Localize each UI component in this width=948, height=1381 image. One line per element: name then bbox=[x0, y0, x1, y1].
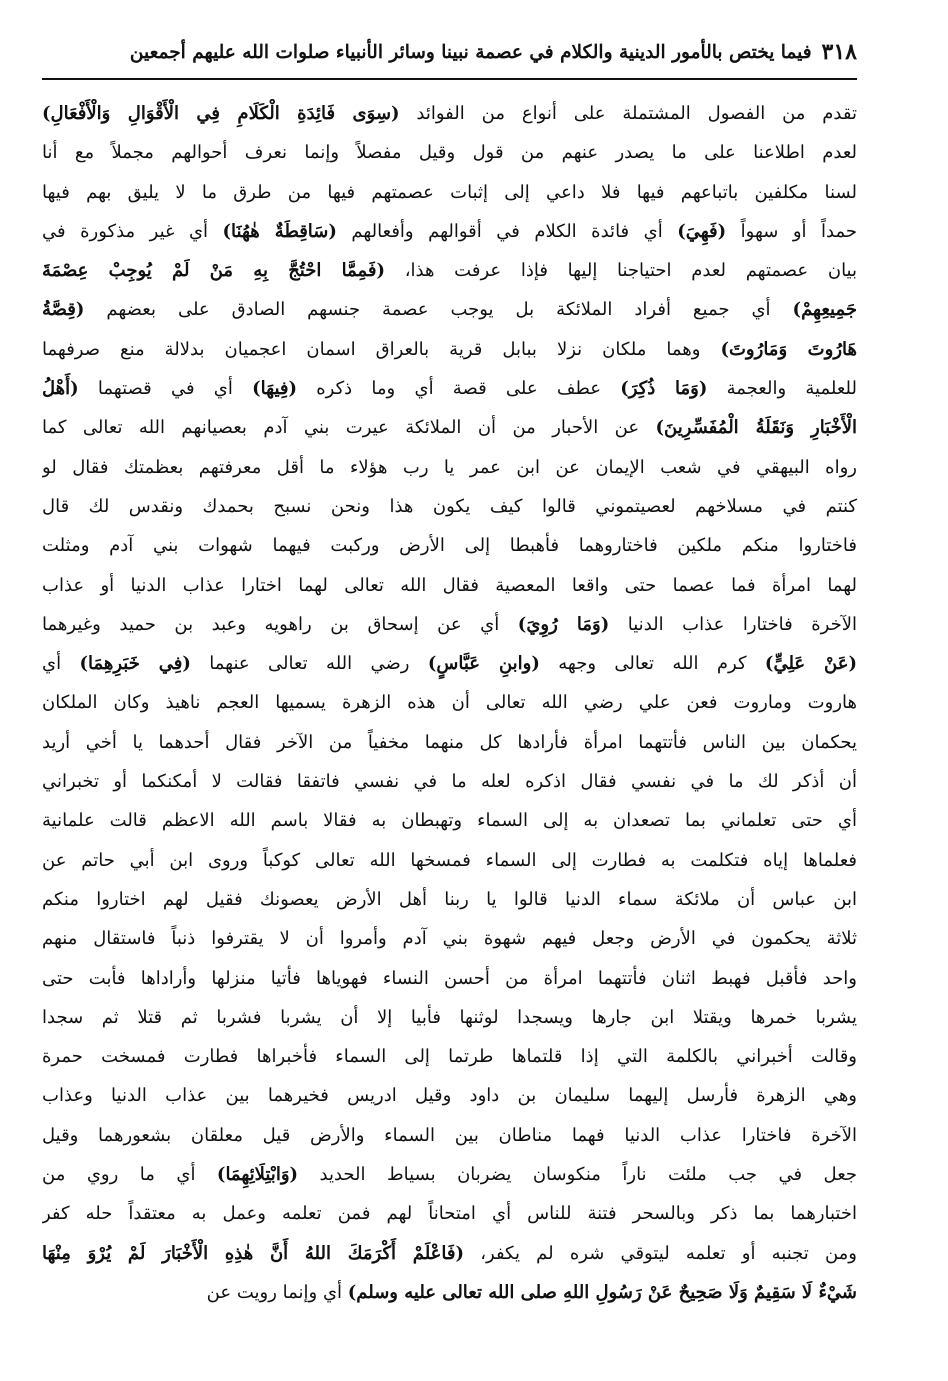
commentary-text: أي فائدة الكلام في أقوالهم وأفعالهم bbox=[336, 220, 678, 242]
commentary-text: عطف على قصة أي وما ذكره bbox=[297, 378, 621, 400]
commentary-text: الآخرة فاختارا عذاب الدنيا bbox=[609, 613, 857, 635]
text-line bbox=[42, 526, 857, 565]
commentary-text: أي في قصتهما bbox=[78, 378, 253, 400]
quoted-text: (فِي خَبَرِهِمَا) bbox=[79, 653, 191, 675]
text-line bbox=[42, 998, 857, 1037]
text-line bbox=[42, 841, 857, 880]
commentary-text: أي وإنما رويت عن bbox=[206, 1281, 348, 1303]
text-line bbox=[42, 1273, 857, 1312]
commentary-text: حمداً أو سهواً bbox=[726, 220, 857, 242]
commentary-text: وقالت أخبراني بالكلمة التي إذا قلتماها طرتما إلى السماء فأخبراها فطارت فمسخت حمرة bbox=[42, 1046, 857, 1068]
text-line bbox=[42, 762, 857, 801]
text-line bbox=[42, 408, 857, 447]
quoted-text: (سَاقِطَةٌ هٰهُنَا) bbox=[222, 220, 337, 242]
commentary-text: أن أذكر لك ما في نفسي فقال اذكره لعله ما في نفسي فاتفقا فقالت لا أمكنكما أو تخبراني bbox=[42, 771, 857, 793]
commentary-text: ابن عباس أن ملائكة سماء الدنيا قالوا يا ربنا أهل الأرض يعصونك فقيل لهم اختاروا منكم bbox=[42, 888, 857, 910]
running-title: فيما يختص بالأمور الدينية والكلام في عصمة نبينا وسائر الأنبياء صلوات الله عليهم أجمعين bbox=[129, 41, 812, 63]
text-line bbox=[42, 448, 857, 487]
commentary-text: أي غير مذكورة في bbox=[42, 220, 223, 242]
text-line bbox=[42, 644, 857, 683]
commentary-text: رواه البيهقي في شعب الإيمان عن ابن عمر يا رب هؤلاء ما أقل معرفتهم بعظمتك فقال لو bbox=[42, 456, 857, 478]
text-line bbox=[42, 251, 857, 290]
text-line bbox=[42, 919, 857, 958]
commentary-text: لهما امرأة فما عصما حتى واقعا المعصية فقال الله تعالى لهما اختارا عذاب الدنيا أو عذاب bbox=[42, 574, 857, 596]
commentary-text: اختبارهما بما ذكر وبالسحر فتنة للناس أي امتحاناً لهم فمن تعلمه وعمل به معتقداً حله كفر bbox=[42, 1203, 857, 1225]
text-line bbox=[42, 1155, 857, 1194]
commentary-text: كنتم في مسلاخهم لعصيتموني قالوا كيف يكون هذا ونحن نسبح بحمدك ونقدس لك قال bbox=[42, 495, 857, 517]
quoted-text: (فَاعْلَمْ أَكْرَمَكَ اللهُ أَنَّ هٰذِهِ الْأَخْبَارَ لَمْ يُرْوَ مِنْهَا bbox=[42, 1242, 465, 1264]
page-header bbox=[42, 28, 857, 76]
text-line bbox=[42, 212, 857, 251]
commentary-text: رضي الله تعالى عنهما bbox=[190, 653, 428, 675]
body-text bbox=[42, 94, 857, 1354]
commentary-text: وهي الزهرة فأرسل إليهما سليمان بن داود وقيل ادريس فخيرهما بين عذاب الدنيا وعذاب bbox=[42, 1085, 857, 1107]
text-line bbox=[42, 801, 857, 840]
commentary-text: كرم الله تعالى وجهه bbox=[539, 653, 765, 675]
text-line bbox=[42, 1037, 857, 1076]
commentary-text: هاروت وماروت فعن علي رضي الله تعالى أن هذه الزهرة يسميها العجم ناهيذ وكان الملكان bbox=[42, 692, 857, 714]
commentary-text: تقدم من الفصول المشتملة على أنواع من الفوائد bbox=[399, 103, 857, 124]
commentary-text: أي عن إسحاق بن راهويه وعبد بن حميد وغيرهما bbox=[42, 613, 518, 635]
text-line bbox=[42, 133, 857, 172]
text-line bbox=[42, 369, 857, 408]
commentary-text: أي جميع أفراد الملائكة بل يوجب عصمة جنسهم الصادق على بعضهم bbox=[84, 299, 793, 321]
text-line bbox=[42, 173, 857, 212]
quoted-text: (وَمَا رُوِيَ) bbox=[517, 613, 610, 635]
commentary-text: فاختاروا منكم ملكين فاختاروهما فأهبطا إلى الأرض وركبت فيهما شهوات بني آدم ومثلت bbox=[42, 535, 857, 557]
commentary-text: لعدم اطلاعنا على ما يصدر عنهم من قول وقيل مفصلاً وإنما نعرف أحوالهم مجملاً مع أنا bbox=[42, 142, 857, 164]
commentary-text: بيان عصمتهم لعدم احتياجنا إليها فإذا عرفت هذا، bbox=[385, 260, 857, 282]
quoted-text: (قِصَّةُ bbox=[42, 299, 85, 321]
text-line bbox=[42, 1234, 857, 1273]
quoted-text: جَمِيعِهِمْ) bbox=[792, 299, 857, 321]
quoted-text: (سِوَى فَائِدَةِ الْكَلَامِ فِي الْأَقْوَالِ وَالْأَفْعَالِ) bbox=[42, 103, 400, 124]
commentary-text: واحد فأقبل فهبط اثنان فأتتهما امرأة من أحسن النساء فهوياها فأتيا منزلها وأراداها فأبت حتى bbox=[42, 967, 857, 989]
text-line bbox=[42, 330, 857, 369]
commentary-text: ثلاثة يحكمون في الأرض وجعل فيهم شهوة بني آدم وأمروا أن لا يقترفوا ذنباً فاستقال منهم bbox=[42, 928, 857, 950]
commentary-text: لسنا مكلفين باتباعهم فيها فلا داعي إلى إثبات عصمتهم فيها من طرق ما لا يليق بهم فيها bbox=[42, 181, 857, 203]
commentary-text: وهما ملكان نزلا ببابل قرية بالعراق اسمان اعجميان بدلالة منع صرفهما bbox=[42, 338, 721, 360]
text-line bbox=[42, 1116, 857, 1155]
text-line bbox=[42, 1194, 857, 1233]
quoted-text: (فَهِيَ) bbox=[677, 220, 727, 242]
text-line bbox=[42, 290, 857, 329]
text-line bbox=[42, 94, 857, 133]
text-line bbox=[42, 1076, 857, 1115]
quoted-text: الْأَخْبَارِ وَنَقَلَةُ الْمُفَسِّرِينَ) bbox=[655, 417, 857, 439]
commentary-text: جعل في جب ملئت ناراً منكوسان يضربان بسياط الحديد bbox=[298, 1164, 857, 1186]
commentary-text: للعلمية والعجمة bbox=[707, 378, 857, 400]
commentary-text: يشربا خمرها ويقتلا ابن جارها ويسجدا لوثنها فأبيا إلا أن يشربا فشربا ثم قتلا ثم سجدا bbox=[42, 1006, 857, 1028]
text-line bbox=[42, 959, 857, 998]
text-line bbox=[42, 605, 857, 644]
quoted-text: (وَابْتِلَائِهِمَا) bbox=[216, 1164, 299, 1186]
quoted-text: هَارُوتَ وَمَارُوتَ) bbox=[720, 338, 857, 360]
commentary-text: يحكمان بين الناس فأتتهما امرأة فأرادها كل منهما مخفياً من الآخر فقال أحدهما يا أخي أريد bbox=[42, 731, 857, 753]
commentary-text: الآخرة فاختارا عذاب الدنيا فهما مناطان بين السماء والأرض قيل معلقان بشعورهما وقيل bbox=[42, 1124, 857, 1146]
commentary-text: فعلماها إياه فتكلمت به فطارت إلى السماء فمسخها الله تعالى كوكباً وروى ابن أبي حاتم عن bbox=[42, 849, 857, 871]
text-line bbox=[42, 880, 857, 919]
quoted-text: (أَهْلُ bbox=[42, 378, 79, 400]
header-divider bbox=[42, 78, 857, 80]
commentary-text: أي حتى تعلماني بما تصعدان به إلى السماء وتهبطان به فقالا باسم الله الاعظم قالت علمانية bbox=[42, 810, 857, 832]
commentary-text: أي bbox=[42, 653, 80, 675]
commentary-text: أي ما روي من bbox=[42, 1164, 217, 1186]
quoted-text: شَيْءٌ لَا سَقِيمٌ وَلَا صَحِيحٌ عَنْ رَسُولِ اللهِ صلى الله تعالى عليه وسلم) bbox=[347, 1281, 857, 1303]
text-line bbox=[42, 723, 857, 762]
page-number: ٣١٨ bbox=[821, 39, 857, 65]
text-line bbox=[42, 487, 857, 526]
quoted-text: (وَمَا ذُكِرَ) bbox=[620, 378, 708, 400]
quoted-text: (وابنِ عَبَّاسٍ) bbox=[427, 653, 540, 675]
commentary-text: ومن تجنبه أو تعلمه ليتوقي شره لم يكفر، bbox=[464, 1242, 857, 1264]
quoted-text: (فِيهَا) bbox=[252, 378, 297, 400]
text-line bbox=[42, 566, 857, 605]
commentary-text: عن الأحبار من أن الملائكة عيرت بني آدم بعصيانهم الله تعالى كما bbox=[42, 417, 656, 439]
quoted-text: (عَنْ عَلِيٍّ) bbox=[764, 653, 857, 675]
quoted-text: (فَمِمَّا احْتُجَّ بِهِ مَنْ لَمْ يُوجِبْ عِصْمَةَ bbox=[42, 260, 386, 282]
text-line bbox=[42, 683, 857, 722]
